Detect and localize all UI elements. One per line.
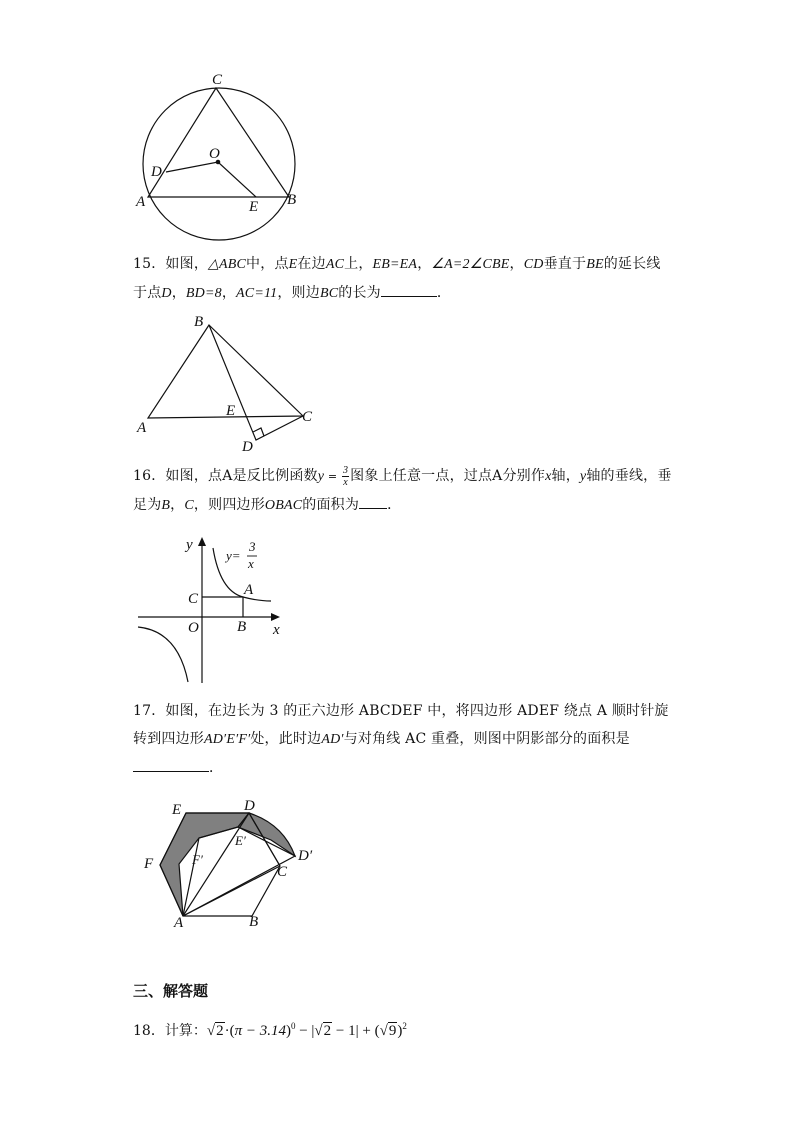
label-f-prime: F′ — [192, 852, 203, 867]
label-d: D — [242, 439, 253, 455]
q15-text: ， — [417, 256, 432, 272]
q15-text: 的长为 — [338, 285, 381, 301]
q15-math: ∠A=2∠CBE — [431, 257, 510, 272]
q18-expression: $√2\cdot(\pi - 3.14)^0 - |√2 - 1| + (√9)^2$ — [206, 1021, 407, 1039]
q15-text: ，则边 — [277, 285, 320, 301]
sqrt-2: 2 — [216, 1023, 224, 1039]
q17-text: 与对角线 AC 重叠，则图中阴影部分的面积是 — [343, 731, 630, 747]
hyperbola-branch-2 — [138, 627, 188, 682]
q17-text: 处，此时边 — [250, 731, 322, 747]
q15-math: E — [288, 257, 298, 272]
question-16 — [133, 462, 673, 520]
figure-hexagon — [138, 796, 328, 936]
q16-text: 轴， — [551, 468, 580, 484]
question-15 — [133, 250, 673, 308]
q16-fraction — [342, 465, 349, 488]
q16-text: = — [324, 470, 341, 483]
question-17 — [133, 697, 673, 782]
paren: ) — [285, 1023, 291, 1039]
label-c: C — [188, 591, 199, 607]
x-axis-arrow — [271, 613, 280, 621]
q16-math: B — [161, 498, 171, 513]
q16-math: OBAC — [264, 498, 303, 513]
segments-d-o-e — [166, 162, 256, 197]
right-angle-mark — [253, 428, 264, 436]
q17-math: AD′ — [321, 732, 344, 747]
q16-text: ，则四边形 — [193, 497, 265, 513]
q17-math: AD′E′F′ — [204, 732, 251, 747]
q16-text: 轴的垂线，垂足为 — [133, 468, 672, 513]
q16-math: y — [579, 469, 587, 484]
q15-text: 垂直于 — [543, 256, 587, 272]
label-a: A — [174, 915, 184, 931]
label-y: y — [186, 537, 193, 553]
q17-text: 如图，在边长为 3 的正六边形 ABCDEF 中，将四边形 ADEF 绕点 A 顺时针旋转到四边形 — [133, 703, 669, 747]
figure-hyperbola — [130, 533, 290, 685]
label-d: D — [151, 164, 162, 180]
circle-triangle-diagram — [130, 68, 310, 248]
triangle-diagram — [130, 310, 330, 455]
plus: + — [358, 1023, 375, 1039]
minus: − — [295, 1023, 312, 1039]
q18-number: 18． — [133, 1023, 165, 1039]
q15-math: D — [161, 286, 172, 301]
figure-circle-triangle — [130, 68, 310, 248]
func-label: y= — [226, 548, 241, 563]
label-o: O — [188, 620, 199, 636]
exponent-2: 2 — [402, 1021, 407, 1031]
q17-text: ． — [209, 760, 224, 776]
minus-one: − 1 — [332, 1023, 356, 1039]
q18-label: 计算： — [164, 1023, 207, 1039]
q16-number: 16． — [133, 468, 166, 484]
answer-blank — [381, 282, 437, 297]
label-x: x — [273, 622, 280, 638]
sqrt-2-abs: 2 — [323, 1023, 332, 1039]
q15-text: 如图， — [165, 256, 209, 272]
shaded-region-right — [238, 813, 295, 856]
label-e-prime: E′ — [235, 833, 246, 848]
dot: · — [224, 1023, 230, 1039]
q15-text: ， — [171, 285, 186, 301]
hyperbola-diagram — [130, 533, 290, 685]
answer-blank — [133, 757, 209, 772]
q15-math: BE — [586, 257, 604, 272]
label-a: A — [244, 582, 254, 598]
label-c: C — [212, 72, 223, 88]
label-d-prime: D′ — [298, 848, 313, 864]
figure-triangle-abc — [130, 310, 330, 455]
q15-number: 15． — [133, 256, 166, 272]
section-heading: 三、解答题 — [133, 982, 209, 1000]
question-18 — [133, 1012, 407, 1045]
label-a: A — [137, 420, 147, 436]
exponent-0: 0 — [290, 1021, 296, 1031]
func-denominator: x — [248, 556, 254, 571]
q15-text: ， — [509, 256, 524, 272]
q15-math: CD — [523, 257, 544, 272]
q15-text: 在边 — [297, 256, 326, 272]
y-axis-arrow — [198, 537, 206, 546]
label-a: A — [136, 194, 146, 210]
q16-text: ， — [170, 497, 185, 513]
label-b: B — [287, 192, 297, 208]
shaded-region-left — [160, 813, 249, 916]
func-numerator: 3 — [249, 539, 256, 554]
sqrt-9: 9 — [388, 1023, 397, 1039]
fraction-numerator: 3 — [342, 464, 349, 476]
q15-math: BD=8 — [185, 286, 222, 301]
q15-math: AC — [325, 257, 345, 272]
pi-expression: π − 3.14 — [234, 1023, 286, 1039]
hyperbola-branch-1 — [213, 548, 271, 601]
label-f: F — [144, 856, 154, 872]
q15-math: EB=EA — [372, 257, 418, 272]
q15-math: △ABC — [208, 257, 247, 272]
hexagon-diagram — [138, 796, 328, 936]
q16-text: 图象上任意一点，过点A分别作 — [350, 468, 546, 484]
label-c: C — [302, 409, 313, 425]
label-b: B — [237, 619, 247, 635]
label-e: E — [172, 802, 182, 818]
answer-blank — [359, 494, 387, 509]
label-o: O — [209, 146, 220, 162]
label-c: C — [277, 864, 288, 880]
q16-text: 如图，点A是反比例函数 — [165, 468, 318, 484]
label-e: E — [226, 403, 236, 419]
q15-text: ． — [436, 285, 452, 301]
q15-text: 中，点 — [246, 256, 289, 272]
label-b: B — [194, 314, 204, 330]
q17-number: 17． — [133, 703, 166, 719]
q15-math: BC — [319, 286, 339, 301]
q16-text: ． — [387, 497, 402, 513]
q15-text: 的延长线于点 — [133, 256, 661, 301]
segments-b-d-c — [209, 325, 303, 440]
q15-text: 上， — [344, 256, 373, 272]
label-e: E — [249, 199, 259, 215]
paren: ( — [229, 1023, 235, 1039]
q16-math: C — [184, 498, 194, 513]
fraction-denominator: x — [343, 476, 348, 488]
label-b: B — [249, 914, 259, 930]
q15-text: ， — [221, 285, 237, 301]
q16-math: y — [317, 469, 325, 484]
triangle-abc — [148, 88, 289, 197]
q15-math: AC=11 — [236, 286, 278, 301]
q16-text: 的面积为 — [302, 497, 360, 513]
label-d: D — [244, 798, 255, 814]
q16-math: x — [545, 469, 552, 484]
perpendiculars — [202, 597, 243, 617]
